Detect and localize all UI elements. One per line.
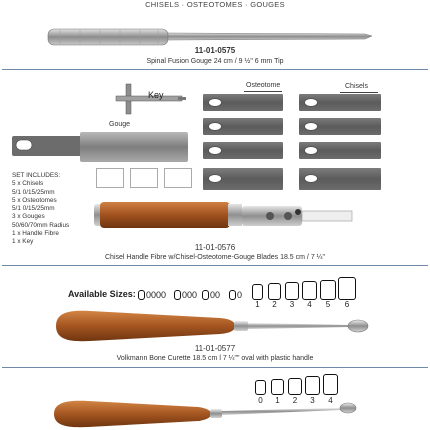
set-item: 5 x Chisels [12, 180, 44, 188]
size-box [305, 376, 320, 395]
gouge-profile [130, 168, 158, 188]
size-number: 2 [272, 300, 277, 309]
section-divider [2, 69, 428, 70]
curette-image-second [48, 396, 368, 430]
set-item: 5/1 0/15/25mm [12, 205, 55, 213]
size-number: 1 [255, 300, 260, 309]
size-number: 1 [275, 396, 280, 405]
section-divider [2, 265, 428, 266]
key-label: Key [148, 90, 164, 100]
set-heading: SET INCLUDES: [12, 172, 61, 179]
osteotome-arrow [244, 91, 282, 92]
osteotome-blade [203, 142, 283, 159]
size-number: 3 [289, 300, 295, 309]
chisels-label: Chisels [345, 83, 368, 90]
size-number: 3 [310, 396, 315, 405]
size-box [288, 378, 302, 395]
fibre-handle-image [92, 198, 362, 234]
size-box [302, 281, 317, 300]
chisels-arrow [340, 92, 378, 93]
size-box [268, 283, 281, 300]
set-item: 1 x Handle Fibre [12, 230, 59, 238]
product-code: 11-01-0576 [194, 243, 236, 252]
osteotome-blade [203, 94, 283, 111]
product-caption: Chisel Handle Fibre w/Chisel-Osteotome-Gouge Blades 18.5 cm / 7 ¼" [105, 254, 325, 261]
chisel-blade [299, 118, 381, 135]
chisel-blade [299, 142, 381, 159]
size-box [271, 379, 284, 395]
product-code: 11-01-0575 [194, 46, 236, 55]
size-box [323, 374, 338, 395]
chisel-blade [299, 168, 381, 190]
chisel-blade [299, 94, 381, 111]
size-box [229, 290, 236, 300]
size-label: 0 [237, 290, 243, 300]
osteotome-blade [203, 118, 283, 135]
set-item: 5/1 0/15/25mm [12, 188, 55, 196]
product-caption: Volkmann Bone Curette 18.5 cm l 7 ¼"" oval with plastic handle [116, 355, 314, 362]
size-label: 0000 [146, 290, 167, 300]
size-label: 00 [210, 290, 221, 300]
set-item: 5 x Osteotomes [12, 196, 57, 204]
size-box [285, 282, 299, 300]
size-box [174, 290, 181, 300]
size-box [252, 284, 263, 300]
gouge-blade-image [10, 130, 190, 164]
size-number: 4 [307, 300, 312, 309]
section-divider [2, 367, 428, 368]
size-box [255, 380, 266, 395]
set-item: 50/60/70mm Radius [12, 221, 70, 229]
size-box [138, 290, 145, 300]
size-number: 0 [258, 396, 263, 405]
size-box [202, 290, 209, 300]
product-caption: Spinal Fusion Gouge 24 cm / 9 ½" 6 mm Tip [146, 58, 284, 65]
size-number: 2 [292, 396, 298, 405]
size-box [320, 280, 336, 300]
size-label: 000 [182, 290, 198, 300]
size-number: 4 [328, 396, 333, 405]
size-box [338, 277, 356, 300]
gouge-profile [164, 168, 192, 188]
size-number: 6 [344, 300, 350, 309]
size-number: 5 [325, 300, 331, 309]
osteotome-label: Osteotome [246, 82, 281, 89]
page-header: CHISELS · OSTEOTOMES · GOUGES [145, 0, 285, 9]
osteotome-blade [203, 168, 283, 190]
available-sizes-label: Available Sizes: [68, 289, 136, 299]
gouge-label: Gouge [109, 121, 131, 128]
set-item: 3 x Gouges [12, 213, 45, 221]
curette-image [50, 306, 380, 346]
product-code: 11-01-0577 [194, 344, 236, 353]
set-item: 1 x Key [12, 238, 34, 246]
